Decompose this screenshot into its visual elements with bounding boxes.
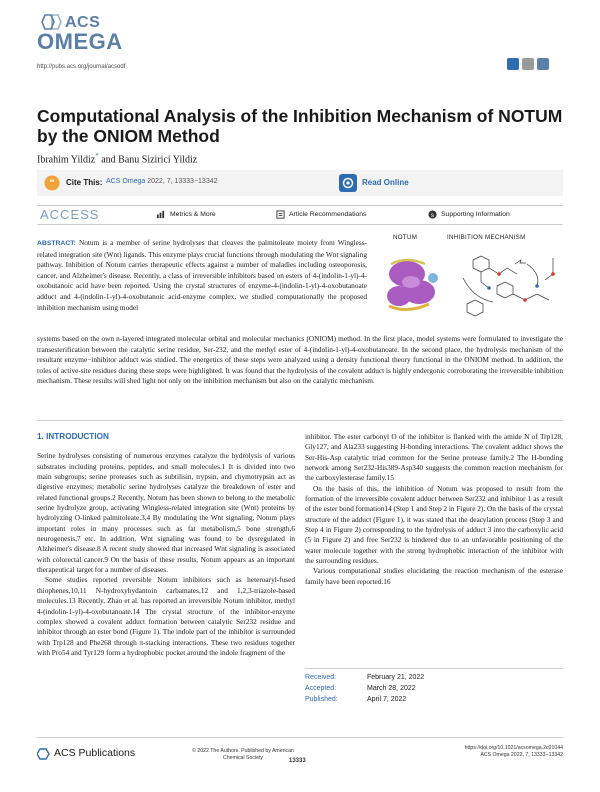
- date-accepted: Accepted: March 28, 2022: [305, 685, 416, 692]
- acs-authorchoice-icon[interactable]: [507, 58, 519, 70]
- abstract-label: ABSTRACT:: [37, 240, 76, 247]
- cite-journal[interactable]: ACS Omega: [106, 178, 146, 185]
- body-column-right: [305, 432, 563, 587]
- graphic-label-mechanism: INHIBITION MECHANISM: [447, 234, 526, 241]
- acs-publications-logo[interactable]: ACS Publications: [54, 747, 136, 759]
- access-label: ACCESS: [40, 207, 100, 222]
- author-list: [37, 152, 197, 165]
- license-icon[interactable]: [537, 58, 549, 70]
- cite-this-label: Cite This:: [66, 178, 103, 187]
- abstract-text-1: Notum is a member of serine hydrolyses that cleaves the palmitoleate moiety from Wingless-related integration site (Wnt) ligands. This enzyme plays crucial functions through modulating the Wnt signaling pathway. Inhibition of Notum carries therapeutic effects against a number of maladies including osteoporosis, cancer, and Alzheimer's disease. Recently, a class of irreversible inhibitors based on esters of 4-(indolin-1-yl)-4-oxobutanoic acid have been reported. Using the crystal structures of enzyme-4-(indolin-1-yl)-4-oxobutanoate adduct and 4-(indolin-1-yl)-4-oxobutanoic acid-enzyme complex, we studied computationally the proposed inhibition mechanism using model: [37, 238, 367, 312]
- abstract-wide: systems based on the own n-layered integrated molecular orbital and molecular mechanics (ONIOM) method. In the first place, model systems were formulated to investigate the transesterification between the catalytic serine residue, Ser-232, and the methyl ester of 4-(indolin-1-yl)-4-oxobutanoate. In the second place, the hydrolysis mechanism of the resultant enzyme−inhibitor adduct was studied. The energetics of these steps were analyzed using a density functional theory functional in the ONIOM method. In addition, the roles of active-site residues during these steps were highlighted. It was found that the hydrolysis of the covalent adduct is highly endergonic corroborating the irreversible inhibition mechanism. These results will shed light not only on the inhibition mechanism but also on the catalytic mechanism.: [37, 334, 563, 386]
- paragraph: Some studies reported reversible Notum inhibitors such as heteroaryl-fused thiophenes,10,11 N-hydroxyhydantoin carbamates,12 and 1,2,3-triazole-based molecules.13 Recently, Zhao et al. has reported an irreversible Notum inhibitor, methyl 4-(indolin-1-yl)-4-oxobutanoate.14 The crystal structure of the inhibitor-enzyme complex showed a covalent adduct formation between catalytic Ser232 residue and inhibitor through an ester bond (Figure 1). The indole part of the inhibitor is surrounded with Trp128 and Phe268 through π-stacking interactions. These two residues together with Pro54 and Tyr129 form a hydrophobic pocket around the indole fragment of the: [37, 575, 295, 657]
- history-dates: [305, 672, 563, 705]
- date-received: Received: February 21, 2022: [305, 674, 425, 681]
- journal-url[interactable]: http://pubs.acs.org/journal/acsodf: [37, 64, 126, 70]
- paragraph: Serine hydrolyses consisting of numerous enzymes catalyze the hydrolysis of various substrates including proteins, peptides, and small molecules.1 It is divided into two main subgroups; serine proteases such as subtilisin, trypsin, and chymotrypsin act as digestive enzymes; metabolic serine hydrolyses catalyze the breakdown of ester and related functional groups.2 Recently, Notum has been shown to belong to the metabolic serine hydrolyze group, activating Wingless-related integration site (Wnt) proteins by hydrolyzing O-linked palmitoleate.3,4 By modulating the Wnt signaling, Notum plays important roles in many processes such as fat metabolism,5 bone strength,6 neurogenesis,7 etc. In addition, Wnt signaling was found to be dysregulated in Alzheimer's disease.8 A recent study showed that increased Wnt signaling is associated with colorectal cancer.9 On the basis of these results, Notum appears as an important therapeutical target for a number of diseases.: [37, 451, 295, 575]
- metrics-link[interactable]: Metrics & More: [170, 211, 216, 218]
- svg-text:": ": [49, 178, 55, 190]
- paragraph: Various computational studies elucidating the reaction mechanism of the esterase family have been reported.16: [305, 566, 563, 586]
- author-1[interactable]: Ibrahim Yildiz: [37, 154, 96, 166]
- footer-citation: ACS Omega 2022, 7, 13333−13342: [480, 752, 563, 758]
- acs-hex-icon: [39, 14, 63, 30]
- article-recommendations-icon[interactable]: [276, 210, 285, 219]
- article-recommendations-link[interactable]: Article Recommendations: [289, 211, 367, 218]
- body-column-left: [37, 432, 295, 658]
- logo-acs-text: ACS: [65, 14, 101, 31]
- footer-divider: [37, 737, 563, 738]
- read-online-icon[interactable]: [339, 174, 357, 192]
- doi-link[interactable]: https://doi.org/10.1021/acsomega.2c01044: [464, 745, 563, 751]
- page-number: 13333: [289, 758, 306, 764]
- abstract-narrow: [37, 238, 367, 313]
- metrics-icon[interactable]: [156, 210, 165, 219]
- cite-reference[interactable]: [106, 178, 218, 185]
- section-divider: [37, 420, 563, 421]
- quote-icon[interactable]: [44, 175, 60, 191]
- corresponding-author-mark[interactable]: *: [95, 152, 99, 160]
- acs-publications-icon: [37, 748, 51, 760]
- author-2[interactable]: and Banu Sizirici Yildiz: [98, 154, 198, 166]
- svg-text:s: s: [430, 211, 435, 219]
- copyright-notice: © 2022 The Authors. Published by American Chemical Society: [192, 748, 294, 761]
- paragraph: On the basis of this, the inhibition of Notum was proposed to result from the formation of the irreversible covalent adduct between Ser232 and inhibitor 1 as a result of the ester bond formation14 (Step 1 and Step 2 in Figure 2). On the basis of the crystal structure of the adduct (Figure 1), it was stated that the deacylation process (Step 3 and Step 4 in Figure 2) corresponding to the hydrolysis of adduct 3 into the carboxylic acid (5 in Figure 2) and free Ser232 is hindered due to an unfavorable positioning of the water molecule together with the strong hydrophobic interaction of the inhibitor with the surrounding residues.: [305, 483, 563, 566]
- graphic-label-notum: NOTUM: [393, 234, 418, 241]
- access-badges: [507, 58, 549, 70]
- open-access-icon[interactable]: [522, 58, 534, 70]
- dates-divider: [305, 668, 563, 669]
- article-title: Computational Analysis of the Inhibition Mechanism of NOTUM by the ONIOM Method: [37, 106, 563, 146]
- date-published: Published: April 7, 2022: [305, 696, 407, 703]
- protein-structure-illustration: [377, 234, 563, 330]
- section-heading-introduction: 1. INTRODUCTION: [37, 432, 109, 441]
- paragraph: inhibitor. The ester carbonyl O of the inhibitor is flanked with the amide N of Trp128, Gly127, and Ala233 suggesting H-bonding interactions. The covalent adduct shows the Ser-His-Asp catalytic triad common for the Serine protease family.2 The H-bonding network among Ser232-His389-Asp340 suggests the common reaction mechanism for the carboxylesterase family.15: [305, 432, 563, 483]
- toc-graphic[interactable]: [377, 234, 563, 330]
- logo-omega-text: OMEGA: [37, 29, 123, 54]
- doi-block: [440, 745, 563, 759]
- supporting-info-link[interactable]: Supporting Information: [441, 211, 510, 218]
- cite-details: 2022, 7, 13333−13342: [145, 178, 218, 185]
- read-online-link[interactable]: Read Online: [362, 178, 409, 187]
- supporting-info-icon[interactable]: [428, 210, 437, 219]
